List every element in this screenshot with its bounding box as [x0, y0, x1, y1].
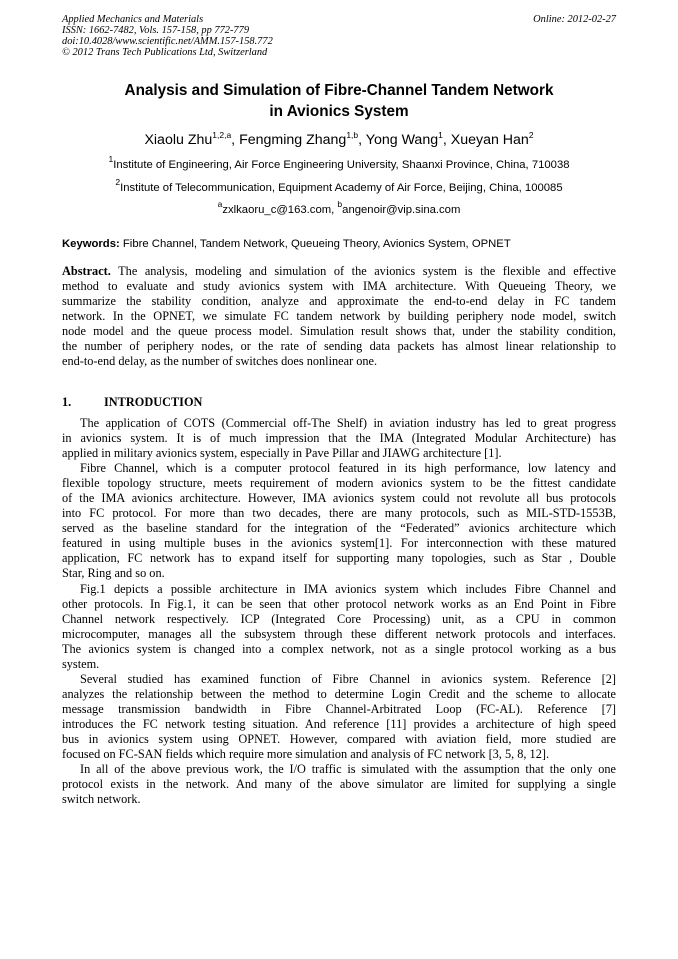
online-date: Online: 2012-02-27	[533, 14, 616, 25]
introduction-body	[62, 416, 616, 807]
abstract-text: The analysis, modeling and simulation of the avionics system is the flexible and effective	[110, 264, 616, 278]
author-name: Yong Wang	[365, 132, 439, 148]
author-affiliation-mark: 1,b	[346, 130, 359, 140]
abstract-line: end-to-end delay, as the number of switches does nonlinear one.	[62, 354, 378, 369]
paper-title	[62, 80, 616, 122]
paragraph-line: message transmission bandwidth in Fibre Channel-Arbitrated Loop (FC-AL). Reference [7]	[62, 701, 616, 716]
paragraph-line: application, FC network has to expand itself for supporting many topologies, such as Star , Double	[62, 551, 616, 566]
paragraph-line: into FC protocol. For more than two decades, there are many protocols, such as MIL-STD-1553B,	[62, 506, 616, 521]
title-line: Analysis and Simulation of Fibre-Channel Tandem Network	[124, 82, 554, 99]
section-title: INTRODUCTION	[104, 395, 203, 409]
email-address: angenoir@vip.sina.com	[342, 204, 461, 216]
email-mark: b	[337, 199, 343, 209]
paragraph-line: bus in avionics system using OPNET. However, compared with aviation field, more studied are	[62, 731, 616, 746]
section-number: 1.	[62, 395, 72, 409]
journal-line: © 2012 Trans Tech Publications Ltd, Switzerland	[62, 47, 268, 58]
email-separator: ,	[331, 204, 338, 216]
paragraph-line: introduces the FC network testing situation. And reference [11] provides a architecture of high speed	[62, 716, 616, 731]
abstract-line: node model and the queue process model. Simulation result shows that, under the stability condition,	[62, 324, 616, 339]
abstract-line	[62, 264, 616, 279]
author-name: Xueyan Han	[450, 132, 529, 148]
email-mark: a	[217, 199, 223, 209]
paragraph-4	[62, 672, 616, 762]
author-separator: ,	[231, 132, 240, 148]
abstract-line: the number of periphery nodes, or the rate of sending data packets has almost linear relationship to	[62, 339, 616, 354]
abstract	[62, 264, 616, 369]
abstract-line: network. In the OPNET, we simulate FC tandem network by building periphery node model, switch	[62, 309, 616, 324]
journal-line: doi:10.4028/www.scientific.net/AMM.157-158.772	[62, 36, 273, 47]
journal-line: ISSN: 1662-7482, Vols. 157-158, pp 772-779	[62, 25, 250, 36]
keywords	[62, 237, 616, 251]
paragraph-line: system.	[62, 656, 100, 671]
title-line: in Avionics System	[269, 103, 409, 120]
paragraph-line: other protocols. In Fig.1, it can be seen that other protocol network works as an End Point in Fibre	[62, 596, 616, 611]
paragraph-line: Star, Ring and so on.	[62, 566, 165, 581]
paragraph-3	[62, 582, 616, 672]
paragraph-2	[62, 461, 616, 581]
journal-header	[62, 14, 273, 58]
paragraph-line: Fibre Channel, which is a computer protocol featured in its high performance, low latency and	[80, 461, 616, 476]
journal-line: Applied Mechanics and Materials	[62, 14, 204, 25]
paragraph-line: flexible topology structure, meets requirement of modern avionics system to be the fittest candidate	[62, 476, 616, 491]
paragraph-5	[62, 762, 616, 807]
affiliation-mark: 2	[115, 177, 121, 187]
abstract-label: Abstract.	[62, 264, 111, 278]
author-name: Xiaolu Zhu	[144, 132, 213, 148]
email-list	[62, 199, 616, 217]
paragraph-line: Several studied has examined function of Fibre Channel in avionics system. Reference [2]	[80, 671, 616, 686]
paragraph-line: The avionics system is changed into a complex network, not as a single protocol working as a bus	[62, 641, 616, 656]
paragraph-line: microcomputer, manages all the subsystem through these different network protocols and interfaces.	[62, 626, 616, 641]
paragraph-line: of the IMA avionics architecture. However, IMA avionics system could not revolute all bus protocols	[62, 491, 616, 506]
email-address: zxlkaoru_c@163.com	[222, 204, 332, 216]
author-affiliation-mark: 1	[438, 130, 443, 140]
paragraph-line: Fig.1 depicts a possible architecture in IMA avionics system which includes Fibre Channel and	[80, 581, 616, 596]
affiliation-text: Institute of Engineering, Air Force Engineering University, Shaanxi Province, China, 710038	[113, 159, 570, 171]
author-name: Fengming Zhang	[239, 132, 347, 148]
paragraph-line: protocol exists in the network. And many of the above simulator are limited for supplying a single	[62, 777, 616, 792]
affiliation-2	[62, 177, 616, 195]
paragraph-line: The application of COTS (Commercial off-The Shelf) in aviation industry has led to great progress	[80, 416, 616, 430]
paragraph-line: focused on FC-SAN fields which require more simulation and analysis of FC network [3, 5, 8, 12].	[62, 747, 550, 762]
keywords-label: Keywords:	[62, 238, 120, 250]
paragraph-1	[62, 416, 616, 461]
paragraph-line: Channel network respectively. ICP (Integrated Core Processing) unit, as a CPU in common	[62, 611, 616, 626]
keywords-text: Fibre Channel, Tandem Network, Queueing Theory, Avionics System, OPNET	[119, 238, 511, 250]
paragraph-line: analyzes the relationship between the method to determine Login Credit and the scheme to allocate	[62, 686, 616, 701]
abstract-line: method to evaluate and study avionics system with IMA architecture. With Queueing Theory, we	[62, 279, 616, 294]
paragraph-line: switch network.	[62, 792, 141, 807]
author-list	[62, 131, 616, 149]
paragraph-line: In all of the above previous work, the I/O traffic is simulated with the assumption that the only one	[80, 762, 616, 777]
author-affiliation-mark: 2	[528, 130, 534, 140]
paragraph-line: in avionics system. It is of much impression that the IMA (Integrated Modular Architecture) has	[62, 431, 616, 446]
paragraph-line: applied in military avionics system, especially in Pave Pillar and JIAWG architecture [1].	[62, 446, 502, 461]
affiliation-mark: 1	[108, 154, 114, 164]
affiliation-text: Institute of Telecommunication, Equipment Academy of Air Force, Beijing, China, 100085	[120, 182, 563, 194]
author-separator: ,	[442, 132, 451, 148]
paragraph-line: served as the baseline standard for the integration of the “Federated” avionics architecture which	[62, 521, 616, 536]
affiliation-1	[62, 154, 616, 172]
abstract-line: summarize the stability condition, analyze and approximate the end-to-end delay in FC tandem	[62, 294, 616, 309]
paragraph-line: featured in using multiple buses in the avionics system[1]. For interconnection with these matured	[62, 536, 616, 551]
author-separator: ,	[358, 132, 366, 148]
section-heading	[62, 395, 616, 410]
author-affiliation-mark: 1,2,a	[212, 130, 232, 140]
